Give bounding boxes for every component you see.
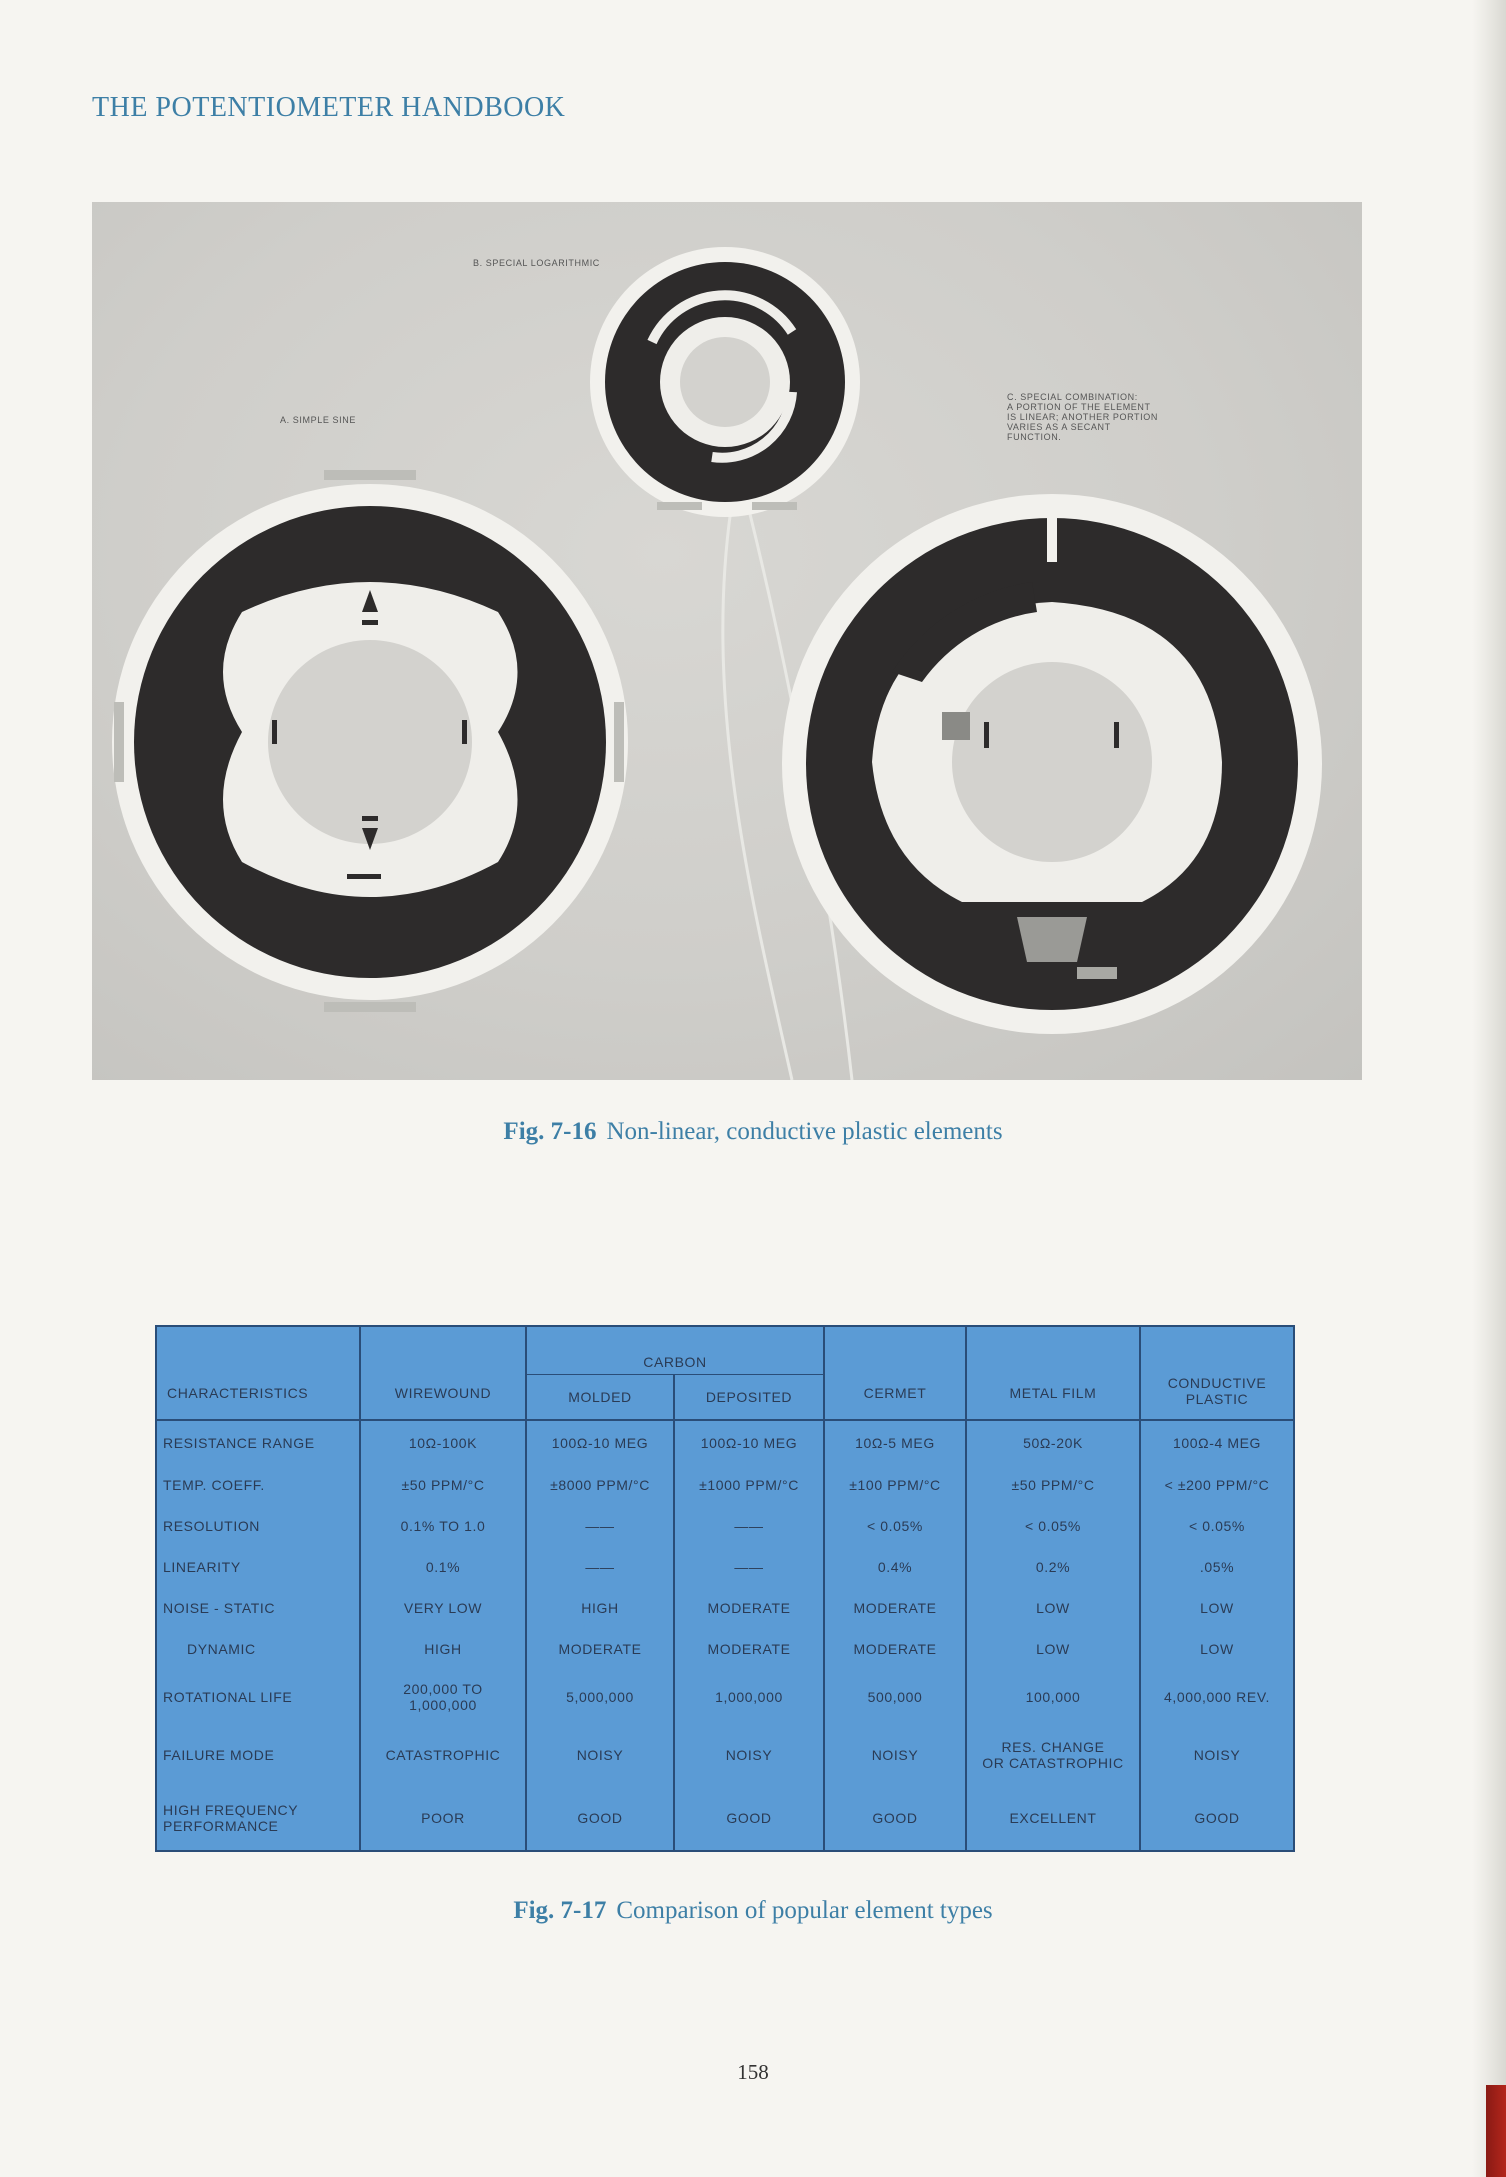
cell-molded (526, 1420, 674, 1465)
page-edge (1472, 0, 1506, 2177)
cell-conductive-plastic (1140, 1506, 1293, 1547)
figure-caption-7-16 (0, 1118, 1506, 1146)
row-label (157, 1420, 360, 1465)
row-label (157, 1628, 360, 1669)
cell-value: 0.1% (425, 1558, 461, 1575)
header-deposited: DEPOSITED (674, 1374, 824, 1419)
cell-wirewound (360, 1587, 526, 1628)
cell-value: < ±200 PPM/°C (1164, 1477, 1270, 1494)
cell-deposited (674, 1547, 824, 1588)
cell-molded (526, 1785, 674, 1850)
cell-conductive-plastic (1140, 1547, 1293, 1588)
cell-molded (526, 1628, 674, 1669)
cell-value: 0.1% TO 1.0 (400, 1518, 486, 1535)
cell-deposited (674, 1785, 824, 1850)
cell-conductive-plastic (1140, 1420, 1293, 1465)
cell-cermet (824, 1725, 966, 1785)
row-label-text: HIGH FREQUENCY (163, 1801, 299, 1818)
cell-value-2: OR CATASTROPHIC (982, 1755, 1124, 1772)
cell-conductive-plastic (1140, 1669, 1293, 1725)
cell-value: GOOD (726, 1809, 772, 1826)
cell-molded (526, 1669, 674, 1725)
figure-caption-text: Non-linear, conductive plastic elements (606, 1118, 1003, 1145)
cell-deposited (674, 1506, 824, 1547)
page-edge-mark (1486, 2085, 1506, 2177)
cell-value: —— (734, 1518, 764, 1535)
figure-number: Fig. 7-16 (503, 1118, 597, 1145)
cell-deposited (674, 1725, 824, 1785)
cell-value: 50Ω-20K (1023, 1434, 1083, 1451)
cell-value: NOISY (725, 1747, 773, 1764)
cell-cermet (824, 1506, 966, 1547)
row-label (157, 1587, 360, 1628)
label-special-combination (1007, 392, 1158, 442)
cell-conductive-plastic (1140, 1628, 1293, 1669)
header-cermet: CERMET (824, 1327, 966, 1420)
row-label (157, 1669, 360, 1725)
cell-metal-film (966, 1547, 1140, 1588)
cell-value: ±50 PPM/°C (1011, 1477, 1095, 1494)
cell-metal-film (966, 1669, 1140, 1725)
table-row (157, 1628, 1293, 1669)
table-row (157, 1420, 1293, 1465)
cell-value: NOISY (1193, 1747, 1241, 1764)
row-label-text: RESISTANCE RANGE (163, 1434, 315, 1451)
cell-cermet (824, 1587, 966, 1628)
cell-deposited (674, 1669, 824, 1725)
label-simple-sine: A. SIMPLE SINE (280, 415, 356, 425)
cell-molded (526, 1506, 674, 1547)
element-photo-drawing (92, 202, 1362, 1080)
cell-value: < 0.05% (867, 1518, 923, 1535)
cell-value: 100,000 (1025, 1689, 1081, 1706)
cell-value: RES. CHANGE (1001, 1739, 1105, 1756)
cell-value: ±50 PPM/°C (401, 1477, 485, 1494)
label-c-line-2: A PORTION OF THE ELEMENT (1007, 402, 1151, 412)
cell-value: MODERATE (853, 1599, 937, 1616)
table-row (157, 1725, 1293, 1785)
row-label (157, 1465, 360, 1506)
row-label (157, 1547, 360, 1588)
cell-wirewound (360, 1725, 526, 1785)
cell-value: MODERATE (707, 1640, 791, 1657)
cell-value: ±100 PPM/°C (849, 1477, 941, 1494)
cell-molded (526, 1587, 674, 1628)
label-special-logarithmic: B. SPECIAL LOGARITHMIC (473, 258, 600, 268)
cell-wirewound (360, 1628, 526, 1669)
header-conductive-line-1: CONDUCTIVE (1167, 1374, 1267, 1391)
cell-metal-film (966, 1725, 1140, 1785)
row-label-text: LINEARITY (163, 1558, 241, 1575)
cell-value: .05% (1199, 1558, 1235, 1575)
element-a-simple-sine (112, 470, 628, 1012)
figure-caption-text: Comparison of popular element types (616, 1897, 993, 1924)
cell-value: 100Ω-10 MEG (551, 1434, 649, 1451)
row-label (157, 1506, 360, 1547)
header-metal-film: METAL FILM (966, 1327, 1140, 1420)
cell-molded (526, 1725, 674, 1785)
element-photo (92, 202, 1362, 1080)
cell-value: 100Ω-10 MEG (700, 1434, 798, 1451)
cell-value: —— (734, 1558, 764, 1575)
cell-value: < 0.05% (1025, 1518, 1081, 1535)
cell-value: 500,000 (867, 1689, 923, 1706)
table-row (157, 1465, 1293, 1506)
header-conductive-line-2: PLASTIC (1185, 1390, 1249, 1407)
table-row (157, 1669, 1293, 1725)
cell-value: EXCELLENT (1009, 1809, 1097, 1826)
header-characteristics: CHARACTERISTICS (167, 1384, 309, 1401)
cell-conductive-plastic (1140, 1465, 1293, 1506)
row-label-text: FAILURE MODE (163, 1747, 275, 1764)
cell-metal-film (966, 1785, 1140, 1850)
cell-cermet (824, 1465, 966, 1506)
cell-value: 100Ω-4 MEG (1172, 1434, 1262, 1451)
cell-cermet (824, 1547, 966, 1588)
cell-value: GOOD (872, 1809, 918, 1826)
row-label-text-2: PERFORMANCE (163, 1817, 279, 1834)
row-label-text: TEMP. COEFF. (163, 1477, 265, 1494)
cell-value: ±1000 PPM/°C (699, 1477, 799, 1494)
cell-metal-film (966, 1506, 1140, 1547)
table-row (157, 1785, 1293, 1850)
cell-wirewound (360, 1506, 526, 1547)
cell-deposited (674, 1465, 824, 1506)
cell-metal-film (966, 1465, 1140, 1506)
cell-wirewound (360, 1785, 526, 1850)
cell-value: 0.4% (877, 1558, 913, 1575)
cell-value: MODERATE (707, 1599, 791, 1616)
cell-value: 10Ω-100K (408, 1434, 478, 1451)
cell-value: GOOD (1194, 1809, 1240, 1826)
cell-value: LOW (1036, 1599, 1070, 1616)
cell-value: LOW (1036, 1640, 1070, 1657)
cell-wirewound (360, 1669, 526, 1725)
cell-conductive-plastic (1140, 1587, 1293, 1628)
cell-deposited (674, 1420, 824, 1465)
cell-value: 5,000,000 (566, 1689, 634, 1706)
cell-value: HIGH (424, 1640, 462, 1657)
cell-value: GOOD (577, 1809, 623, 1826)
cell-deposited (674, 1587, 824, 1628)
cell-molded (526, 1465, 674, 1506)
row-label-text: NOISE - STATIC (163, 1599, 276, 1616)
cell-value: HIGH (581, 1599, 619, 1616)
figure-number: Fig. 7-17 (513, 1897, 607, 1924)
cell-conductive-plastic (1140, 1785, 1293, 1850)
cell-conductive-plastic (1140, 1725, 1293, 1785)
row-label-text: DYNAMIC (187, 1640, 256, 1657)
cell-value: LOW (1200, 1640, 1234, 1657)
row-label (157, 1725, 360, 1785)
cell-value-2: 1,000,000 (409, 1697, 477, 1714)
row-label-text: ROTATIONAL LIFE (163, 1689, 293, 1706)
element-c-special-combination (782, 494, 1322, 1034)
element-b-special-logarithmic (590, 247, 860, 517)
table-row (157, 1547, 1293, 1588)
comparison-table (155, 1325, 1295, 1852)
cell-cermet (824, 1785, 966, 1850)
table-row (157, 1587, 1293, 1628)
cell-deposited (674, 1628, 824, 1669)
cell-value: POOR (421, 1809, 465, 1826)
label-c-line-1: C. SPECIAL COMBINATION: (1007, 392, 1138, 402)
cell-wirewound (360, 1547, 526, 1588)
cell-molded (526, 1547, 674, 1588)
cell-value: 10Ω-5 MEG (855, 1434, 935, 1451)
cell-metal-film (966, 1420, 1140, 1465)
header-wirewound: WIREWOUND (360, 1327, 526, 1420)
cell-value: NOISY (871, 1747, 919, 1764)
label-c-line-4: VARIES AS A SECANT (1007, 422, 1111, 432)
cell-value: VERY LOW (403, 1599, 483, 1616)
running-head: THE POTENTIOMETER HANDBOOK (92, 92, 566, 123)
cell-value: ±8000 PPM/°C (550, 1477, 650, 1494)
cell-value: 0.2% (1035, 1558, 1071, 1575)
cell-value: —— (585, 1518, 615, 1535)
cell-value: 1,000,000 (715, 1689, 783, 1706)
cell-value: MODERATE (558, 1640, 642, 1657)
cell-value: NOISY (576, 1747, 624, 1764)
cell-value: LOW (1200, 1599, 1234, 1616)
cell-value: < 0.05% (1189, 1518, 1245, 1535)
cell-wirewound (360, 1465, 526, 1506)
cell-cermet (824, 1628, 966, 1669)
cell-cermet (824, 1420, 966, 1465)
cell-value: CATASTROPHIC (385, 1747, 501, 1764)
cell-cermet (824, 1669, 966, 1725)
cell-metal-film (966, 1587, 1140, 1628)
row-label-text: RESOLUTION (163, 1518, 261, 1535)
table-row (157, 1506, 1293, 1547)
cell-value: 4,000,000 REV. (1164, 1689, 1270, 1706)
header-carbon: CARBON (526, 1327, 824, 1374)
cell-metal-film (966, 1628, 1140, 1669)
label-c-line-3: IS LINEAR; ANOTHER PORTION (1007, 412, 1158, 422)
figure-caption-7-17 (0, 1897, 1506, 1925)
header-conductive-plastic (1140, 1327, 1293, 1420)
cell-wirewound (360, 1420, 526, 1465)
cell-value: —— (585, 1558, 615, 1575)
cell-value: 200,000 TO (403, 1681, 483, 1698)
header-molded: MOLDED (526, 1374, 674, 1419)
row-label (157, 1785, 360, 1850)
page-number: 158 (737, 2060, 769, 2084)
label-c-line-5: FUNCTION. (1007, 432, 1062, 442)
cell-value: MODERATE (853, 1640, 937, 1657)
